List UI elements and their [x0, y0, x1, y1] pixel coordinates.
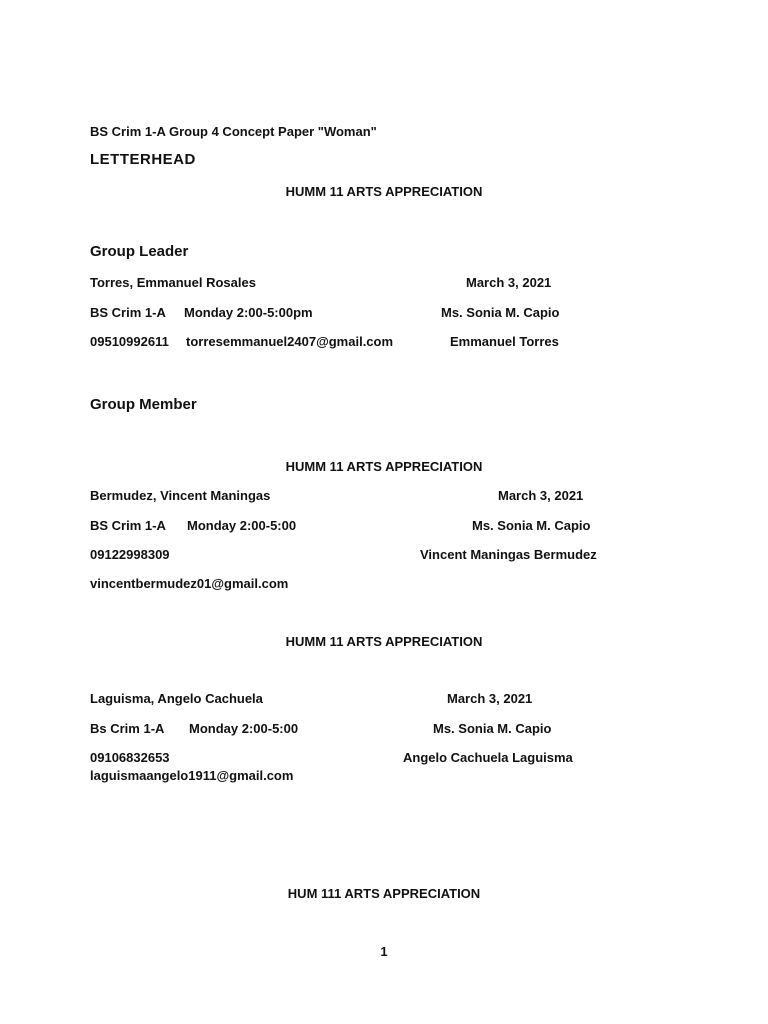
member-1-phone: 09122998309 — [90, 547, 170, 562]
member-1-class: BS Crim 1-A — [90, 518, 166, 533]
member-1-course-title: HUMM 11 ARTS APPRECIATION — [285, 459, 483, 474]
leader-course-title: HUMM 11 ARTS APPRECIATION — [285, 184, 483, 199]
member-2-class: Bs Crim 1-A — [90, 721, 165, 736]
member-2-signature-name: Angelo Cachuela Laguisma — [403, 750, 573, 765]
leader-name: Torres, Emmanuel Rosales — [90, 275, 256, 290]
leader-email: torresemmanuel2407@gmail.com — [186, 334, 394, 349]
group-leader-heading: Group Leader — [90, 243, 189, 260]
leader-signature-name: Emmanuel Torres — [450, 334, 559, 349]
member-1-email: vincentbermudez01@gmail.com — [90, 576, 289, 591]
member-2-schedule: Monday 2:00-5:00 — [189, 721, 299, 736]
member-1-instructor: Ms. Sonia M. Capio — [472, 518, 591, 533]
member-1-signature-name: Vincent Maningas Bermudez — [420, 547, 597, 562]
leader-date: March 3, 2021 — [466, 275, 552, 290]
member-2-email: laguismaangelo1911@gmail.com — [90, 768, 294, 783]
member-2-instructor: Ms. Sonia M. Capio — [433, 721, 552, 736]
document-title: BS Crim 1-A Group 4 Concept Paper "Woman" — [90, 124, 377, 139]
member-2-course-title: HUMM 11 ARTS APPRECIATION — [285, 634, 483, 649]
leader-instructor: Ms. Sonia M. Capio — [441, 305, 560, 320]
leader-phone: 09510992611 — [90, 334, 169, 349]
member-2-date: March 3, 2021 — [447, 691, 533, 706]
group-member-heading: Group Member — [90, 396, 197, 413]
letterhead-heading: LETTERHEAD — [90, 151, 196, 168]
member-1-name: Bermudez, Vincent Maningas — [90, 488, 271, 503]
leader-class: BS Crim 1-A — [90, 305, 166, 320]
member-2-name: Laguisma, Angelo Cachuela — [90, 691, 263, 706]
member-1-schedule: Monday 2:00-5:00 — [187, 518, 297, 533]
member-2-phone: 09106832653 — [90, 750, 170, 765]
footer-course-title: HUM 111 ARTS APPRECIATION — [287, 886, 481, 901]
page-number: 1 — [380, 944, 388, 959]
member-1-date: March 3, 2021 — [498, 488, 584, 503]
leader-schedule: Monday 2:00-5:00pm — [184, 305, 313, 320]
